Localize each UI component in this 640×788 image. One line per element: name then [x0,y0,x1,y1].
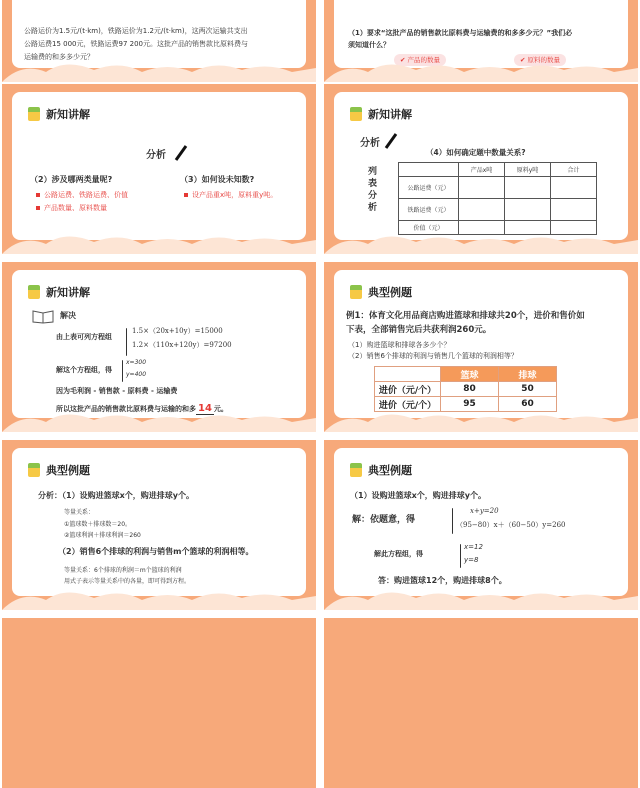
problem-text: 下表，全部销售完后共获利润260元。 [346,325,492,335]
table-cell [551,177,597,199]
analysis-table [398,162,597,235]
solve-line: 解：依题意，得 [352,515,416,525]
text-line: 解这个方程组，得 [56,366,112,374]
slide-thumbnail-3[interactable] [2,84,316,254]
slide-thumbnail-9[interactable] [2,618,316,788]
question-4: （4）如何确定题中数量关系? [426,148,526,157]
cloud-decoration [324,586,638,610]
table-cell: 80 [441,382,499,397]
slide-canvas [12,270,306,418]
open-book-icon [32,308,54,324]
text-line: 由上表可列方程组 [56,333,112,341]
solution: y=8 [464,556,479,564]
book-icon [350,463,362,477]
analysis-line: 分析：（1）设购进篮球x个，购进排球y个。 [38,491,194,500]
question-text: （1）要求“这批产品的销售款比原料费与运输费的和多多少元？”我们必 [348,29,573,37]
analysis-heading: 分析 [146,150,166,161]
pen-icon [174,144,188,162]
table-row [399,177,597,199]
slide-thumbnail-6[interactable] [324,262,638,432]
slide-title-text: 新知讲解 [46,286,90,299]
table-cell: 价值（元） [399,221,459,235]
question-2: （2）涉及哪两类量呢? [30,175,113,184]
table-cell: 95 [441,397,499,412]
slide-title [350,106,412,122]
slide-thumbnail-4[interactable] [324,84,638,254]
slide-canvas [334,270,628,418]
sub-question: （2）销售6个排球的利润与销售几个篮球的利润相等？ [348,352,518,360]
slide-title-text: 典型例题 [368,464,412,477]
list-item [36,190,128,201]
setup-line: （1）设购进篮球x个，购进排球y个。 [350,491,486,500]
table-cell: 50 [499,382,557,397]
slide-canvas [334,448,628,596]
solution: x=300 [126,359,147,366]
slide-title-text: 新知讲解 [46,108,90,121]
slide-title [350,462,412,478]
question-text: 须知道什么？ [348,41,390,49]
equation-brace [126,328,127,356]
book-icon [28,463,40,477]
slide-title-text: 新知讲解 [368,108,412,121]
tag-label: 原料的数量 [527,56,561,64]
table-cell: 公路运费（元） [399,177,459,199]
text-part: 所以这批产品的销售款比原料费与运输的和多 [56,405,196,413]
table-cell: 60 [499,397,557,412]
note-line: 用式子表示等量关系中的各量，即可得到方程。 [64,578,191,585]
table-cell: 铁路运费（元） [399,199,459,221]
table-cell [459,199,505,221]
table-cell: 进价（元/个） [375,397,441,412]
book-icon [350,285,362,299]
text-line: 公路运费15 000元，铁路运费97 200元。这批产品的销售款比原料费与 [24,40,248,48]
relation-item: ①篮球数＋排球数＝20。 [64,521,132,528]
bullet-icon [36,193,40,197]
table-cell [505,177,551,199]
cloud-decoration [2,408,316,432]
equation: （95−80）x＋（60−50）y=260 [456,521,566,529]
table-header-cell: 排球 [499,367,557,382]
slide-title [28,462,90,478]
slide-thumbnail-1[interactable] [2,0,316,82]
book-icon [28,107,40,121]
cloud-decoration [324,408,638,432]
solution: x=12 [464,543,483,551]
slide-thumbnail-5[interactable] [2,262,316,432]
tag-label: 产品的数量 [407,56,441,64]
table-header-cell [399,163,459,177]
sub-question: （1）购进篮球和排球各多少个？ [348,341,451,349]
text-line: 运输费的和多多少元？ [24,53,94,61]
question-3: （3）如何设未知数? [180,175,255,184]
text-line: 公路运价为1.5元/(t·km)，铁路运价为1.2元/(t·km)，这两次运输共支出 [24,27,248,35]
slide-canvas [12,92,306,240]
equation: 1.2×（110x+120y）=97200 [132,341,232,349]
list-item-text: 产品数量、原料数量 [44,204,107,212]
answer-value: 14 [198,403,212,414]
book-icon [350,107,362,121]
analysis-heading: 分析 [360,138,380,149]
table-header-row [399,163,597,177]
price-table [374,366,557,412]
cloud-decoration [324,230,638,254]
table-cell: 进价（元/个） [375,382,441,397]
equation: x+y=20 [470,507,499,515]
side-label: 列 表 分 析 [368,167,378,214]
analysis-line: （2）销售6个排球的利润与销售m个篮球的利润相等。 [58,547,254,556]
slide-title [28,106,90,122]
slide-canvas [334,92,628,240]
cloud-decoration [2,230,316,254]
table-header-cell: 篮球 [441,367,499,382]
answer-tag: ✔ 产品的数量 [394,54,446,66]
solve-heading: 解决 [60,311,76,320]
cloud-decoration [324,58,638,82]
table-row [375,382,557,397]
slide-title [28,284,90,300]
equation: 1.5×（20x+10y）=15000 [132,327,223,335]
bullet-icon [36,206,40,210]
text-part: 元。 [213,405,228,413]
pen-icon [384,132,398,150]
solution: y=400 [126,371,147,378]
slide-title-text: 典型例题 [368,286,412,299]
table-cell [551,199,597,221]
equation-brace [452,508,453,534]
list-item-text: 设产品重x吨，原料重y吨。 [192,191,278,199]
table-header-cell: 原料y吨 [505,163,551,177]
solve-line: 解此方程组，得 [374,550,423,558]
slide-title [350,284,412,300]
list-item [36,203,107,214]
table-row [399,199,597,221]
solution-brace [122,360,123,382]
table-header-row [375,367,557,382]
slide-canvas [12,448,306,596]
relation-item: ②篮球利润＋排球利润＝260 [64,532,141,539]
table-cell [459,177,505,199]
solution-brace [460,544,461,568]
slide-thumbnail-2[interactable] [324,0,638,82]
note-line: 等量关系：6个排球的利润＝m个篮球的利润 [64,567,182,574]
list-item-text: 公路运费、铁路运费、价值 [44,191,128,199]
slide-thumbnail-7[interactable] [2,440,316,610]
slide-thumbnail-8[interactable] [324,440,638,610]
relation-label: 等量关系： [64,509,95,516]
cloud-decoration [2,586,316,610]
cloud-decoration [2,58,316,82]
slide-title-text: 典型例题 [46,464,90,477]
text-line: 因为毛利润 - 销售款 - 原料费 - 运输费 [56,387,178,395]
table-cell [505,199,551,221]
problem-text: 例1：体育文化用品商店购进篮球和排球共20个，进价和售价如 [346,311,585,321]
table-header-cell: 产品x吨 [459,163,505,177]
list-item [184,190,277,201]
book-icon [28,285,40,299]
slide-thumbnail-10[interactable] [324,618,638,788]
bullet-icon [184,193,188,197]
answer-tag: ✔ 原料的数量 [514,54,566,66]
answer-line: 答：购进篮球12个，购进排球8个。 [378,576,507,585]
table-header-cell [375,367,441,382]
table-header-cell: 合计 [551,163,597,177]
